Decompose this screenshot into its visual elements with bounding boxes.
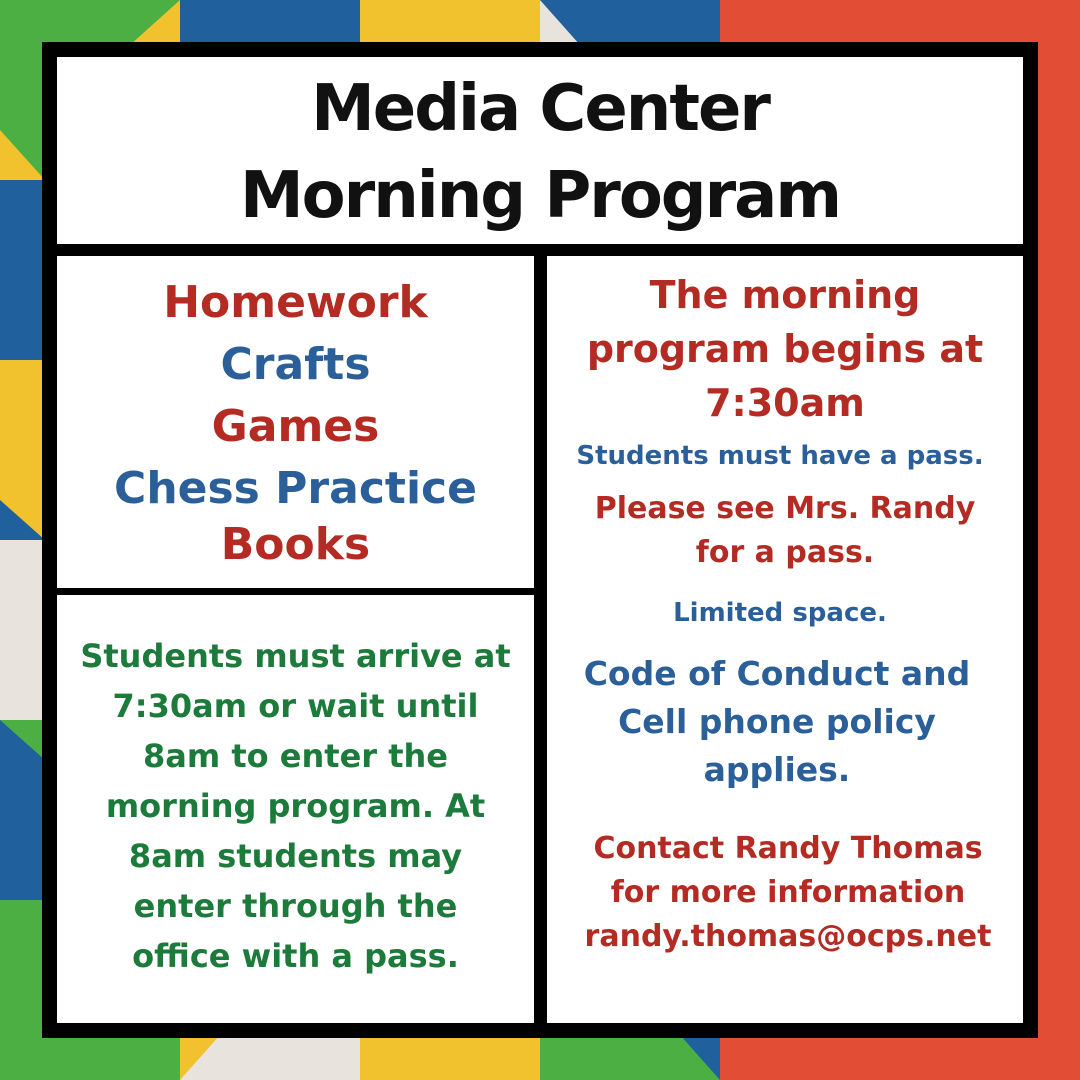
info-panel [547, 256, 1023, 1023]
arrival-note: Students must arrive at 7:30am or wait until 8am to enter the morning program. At 8am students may enter through the office with a pass. [80, 637, 511, 975]
activity-crafts: Crafts [220, 339, 371, 390]
activity-books: Books [220, 519, 371, 570]
activity-homework: Homework [163, 277, 428, 328]
program-begins-text: The morning program begins at 7:30am [586, 273, 984, 425]
title-line-2: Morning Program [239, 159, 841, 233]
arrival-panel [57, 595, 534, 1023]
activities-panel [57, 256, 534, 588]
pass-required-text: Students must have a pass. [576, 441, 984, 471]
conduct-policy-text: Code of Conduct and Cell phone policy applies. [583, 654, 971, 789]
activity-games: Games [211, 401, 380, 452]
activities-list [57, 272, 534, 570]
title-panel [57, 57, 1023, 244]
poster-frame [42, 42, 1038, 1038]
see-for-pass-text: Please see Mrs. Randy for a pass. [594, 491, 976, 570]
limited-space-text: Limited space. [673, 598, 887, 628]
activity-chess-practice: Chess Practice [114, 463, 477, 514]
title-line-1: Media Center [311, 72, 769, 146]
contact-text: Contact Randy Thomas for more information randy.thomas@ocps.net [584, 831, 992, 954]
